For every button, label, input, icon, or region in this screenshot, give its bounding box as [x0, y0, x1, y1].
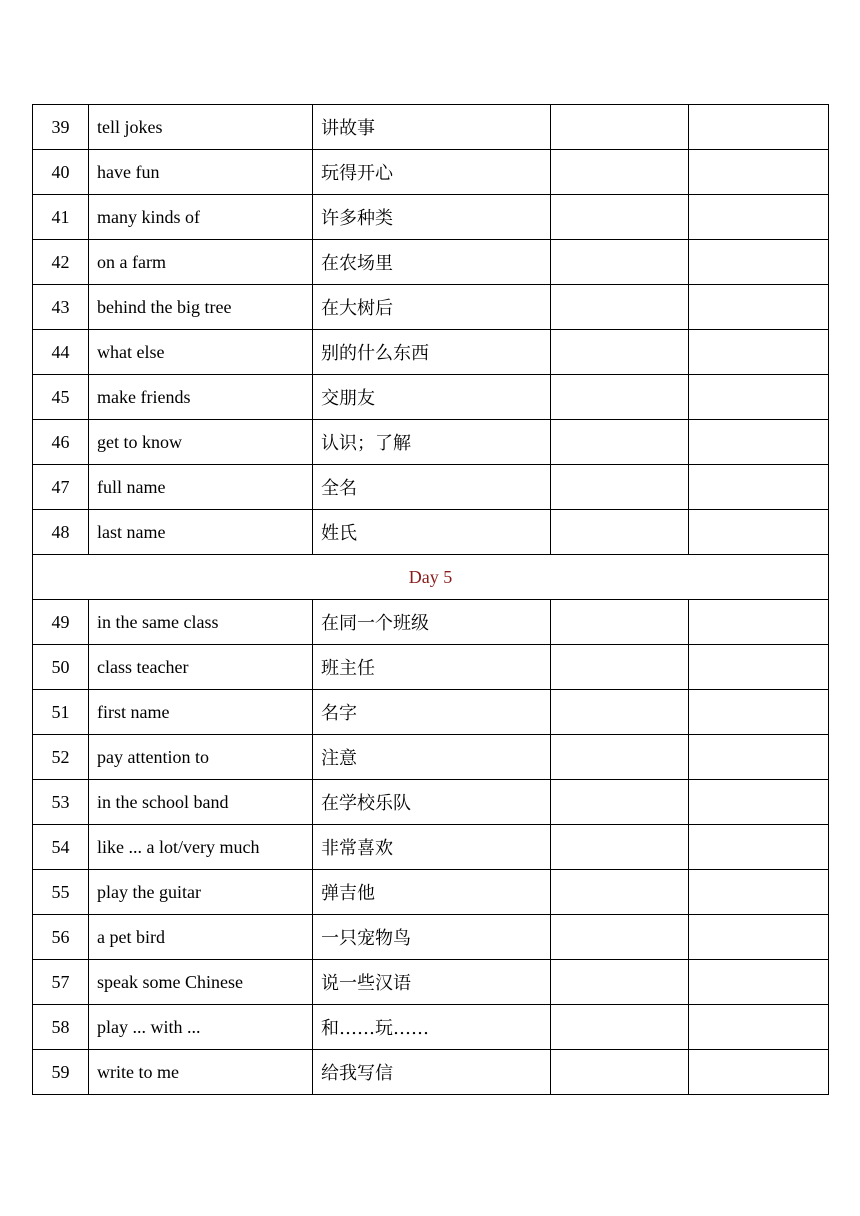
blank-cell: [551, 600, 689, 645]
chinese-meaning: 一只宠物鸟: [313, 915, 551, 960]
chinese-meaning: 在大树后: [313, 285, 551, 330]
blank-cell: [689, 195, 829, 240]
blank-cell: [689, 285, 829, 330]
table-row: [33, 870, 829, 915]
blank-cell: [551, 105, 689, 150]
blank-cell: [551, 735, 689, 780]
blank-cell: [551, 780, 689, 825]
table-row: [33, 240, 829, 285]
blank-cell: [551, 825, 689, 870]
blank-cell: [689, 825, 829, 870]
table-row: [33, 195, 829, 240]
english-phrase: first name: [89, 690, 313, 735]
chinese-meaning: 玩得开心: [313, 150, 551, 195]
entry-number: 40: [33, 150, 89, 195]
english-phrase: have fun: [89, 150, 313, 195]
blank-cell: [551, 690, 689, 735]
english-phrase: on a farm: [89, 240, 313, 285]
vocabulary-table-body: [33, 105, 829, 1095]
entry-number: 48: [33, 510, 89, 555]
english-phrase: like ... a lot/very much: [89, 825, 313, 870]
table-row: [33, 825, 829, 870]
blank-cell: [689, 645, 829, 690]
entry-number: 42: [33, 240, 89, 285]
table-row: [33, 960, 829, 1005]
chinese-meaning: 姓氏: [313, 510, 551, 555]
entry-number: 50: [33, 645, 89, 690]
entry-number: 58: [33, 1005, 89, 1050]
day-header-row: [33, 555, 829, 600]
vocabulary-table: [32, 104, 829, 1095]
chinese-meaning: 交朋友: [313, 375, 551, 420]
blank-cell: [689, 735, 829, 780]
blank-cell: [551, 150, 689, 195]
chinese-meaning: 名字: [313, 690, 551, 735]
blank-cell: [689, 150, 829, 195]
blank-cell: [689, 240, 829, 285]
blank-cell: [551, 240, 689, 285]
chinese-meaning: 和……玩……: [313, 1005, 551, 1050]
chinese-meaning: 注意: [313, 735, 551, 780]
entry-number: 41: [33, 195, 89, 240]
chinese-meaning: 非常喜欢: [313, 825, 551, 870]
chinese-meaning: 给我写信: [313, 1050, 551, 1095]
chinese-meaning: 说一些汉语: [313, 960, 551, 1005]
entry-number: 39: [33, 105, 89, 150]
entry-number: 52: [33, 735, 89, 780]
entry-number: 54: [33, 825, 89, 870]
table-row: [33, 735, 829, 780]
english-phrase: play ... with ...: [89, 1005, 313, 1050]
table-row: [33, 600, 829, 645]
blank-cell: [551, 195, 689, 240]
entry-number: 56: [33, 915, 89, 960]
english-phrase: play the guitar: [89, 870, 313, 915]
blank-cell: [551, 645, 689, 690]
english-phrase: full name: [89, 465, 313, 510]
table-row: [33, 375, 829, 420]
blank-cell: [689, 330, 829, 375]
chinese-meaning: 在农场里: [313, 240, 551, 285]
chinese-meaning: 班主任: [313, 645, 551, 690]
blank-cell: [551, 1005, 689, 1050]
blank-cell: [551, 465, 689, 510]
blank-cell: [551, 420, 689, 465]
english-phrase: make friends: [89, 375, 313, 420]
blank-cell: [689, 375, 829, 420]
english-phrase: get to know: [89, 420, 313, 465]
table-row: [33, 780, 829, 825]
english-phrase: write to me: [89, 1050, 313, 1095]
table-row: [33, 690, 829, 735]
table-row: [33, 330, 829, 375]
day-header: Day 5: [33, 555, 829, 600]
blank-cell: [689, 780, 829, 825]
entry-number: 55: [33, 870, 89, 915]
chinese-meaning: 认识；了解: [313, 420, 551, 465]
blank-cell: [689, 465, 829, 510]
chinese-meaning: 在同一个班级: [313, 600, 551, 645]
blank-cell: [551, 375, 689, 420]
blank-cell: [689, 870, 829, 915]
entry-number: 57: [33, 960, 89, 1005]
english-phrase: what else: [89, 330, 313, 375]
chinese-meaning: 在学校乐队: [313, 780, 551, 825]
table-row: [33, 645, 829, 690]
table-row: [33, 1050, 829, 1095]
english-phrase: class teacher: [89, 645, 313, 690]
blank-cell: [551, 870, 689, 915]
english-phrase: in the school band: [89, 780, 313, 825]
table-row: [33, 105, 829, 150]
blank-cell: [689, 915, 829, 960]
blank-cell: [551, 960, 689, 1005]
chinese-meaning: 别的什么东西: [313, 330, 551, 375]
blank-cell: [689, 960, 829, 1005]
blank-cell: [551, 330, 689, 375]
entry-number: 59: [33, 1050, 89, 1095]
table-row: [33, 915, 829, 960]
blank-cell: [689, 690, 829, 735]
chinese-meaning: 全名: [313, 465, 551, 510]
table-row: [33, 510, 829, 555]
table-row: [33, 150, 829, 195]
chinese-meaning: 弹吉他: [313, 870, 551, 915]
blank-cell: [551, 285, 689, 330]
table-row: [33, 1005, 829, 1050]
blank-cell: [551, 915, 689, 960]
blank-cell: [689, 420, 829, 465]
english-phrase: behind the big tree: [89, 285, 313, 330]
english-phrase: pay attention to: [89, 735, 313, 780]
entry-number: 45: [33, 375, 89, 420]
blank-cell: [689, 510, 829, 555]
english-phrase: tell jokes: [89, 105, 313, 150]
entry-number: 47: [33, 465, 89, 510]
table-row: [33, 420, 829, 465]
table-row: [33, 465, 829, 510]
blank-cell: [551, 1050, 689, 1095]
entry-number: 49: [33, 600, 89, 645]
entry-number: 46: [33, 420, 89, 465]
chinese-meaning: 讲故事: [313, 105, 551, 150]
blank-cell: [689, 600, 829, 645]
blank-cell: [551, 510, 689, 555]
blank-cell: [689, 1050, 829, 1095]
blank-cell: [689, 1005, 829, 1050]
english-phrase: speak some Chinese: [89, 960, 313, 1005]
chinese-meaning: 许多种类: [313, 195, 551, 240]
english-phrase: in the same class: [89, 600, 313, 645]
table-row: [33, 285, 829, 330]
blank-cell: [689, 105, 829, 150]
english-phrase: last name: [89, 510, 313, 555]
entry-number: 53: [33, 780, 89, 825]
entry-number: 44: [33, 330, 89, 375]
entry-number: 43: [33, 285, 89, 330]
english-phrase: a pet bird: [89, 915, 313, 960]
english-phrase: many kinds of: [89, 195, 313, 240]
entry-number: 51: [33, 690, 89, 735]
